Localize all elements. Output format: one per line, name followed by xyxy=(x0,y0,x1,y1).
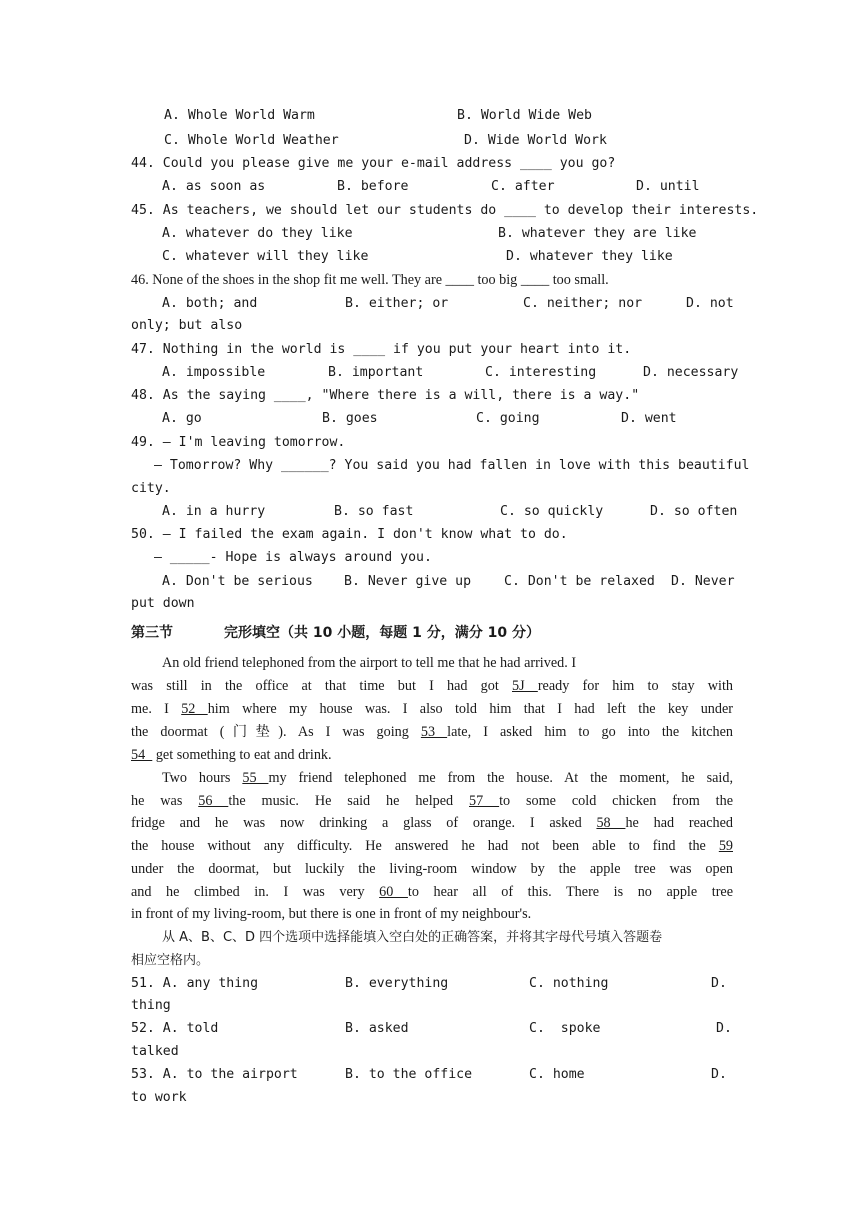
q48-stem: 48. As the saying ____, "Where there is a will, there is a way." xyxy=(131,388,640,403)
q45-option-d: D. whatever they like xyxy=(506,249,673,264)
q46-option-d-continued: only; but also xyxy=(131,318,243,333)
q44-option-a: A. as soon as xyxy=(162,179,266,194)
q53-option-b: B. to the office xyxy=(345,1067,473,1082)
blank-54: 54 xyxy=(131,747,153,763)
q50-option-d-continued: put down xyxy=(131,596,195,611)
q51-option-a: 51. A. any thing xyxy=(131,976,259,991)
q45-stem: 45. As teachers, we should let our students do ____ to develop their interests. xyxy=(131,203,759,218)
q51-option-d: D. xyxy=(711,976,727,991)
q49-stem-line1: 49. — I'm leaving tomorrow. xyxy=(131,435,346,450)
q53-option-a: 53. A. to the airport xyxy=(131,1067,298,1082)
q43-option-b: B. World Wide Web xyxy=(457,108,592,123)
q44-option-b: B. before xyxy=(337,179,409,194)
section-heading xyxy=(131,623,540,643)
q49-option-a: A. in a hurry xyxy=(162,504,266,519)
q50-option-a: A. Don't be serious xyxy=(162,574,313,589)
q52-option-d: D. xyxy=(716,1021,732,1036)
q53-option-d-continued: to work xyxy=(131,1090,187,1105)
blank-58: 58 xyxy=(596,815,626,831)
passage-p1-line3: me. I 52 him where my house was. I also told him that I had left the key under xyxy=(131,701,733,717)
q46-stem: 46. None of the shoes in the shop fit me well. They are ____ too big ____ too small. xyxy=(131,272,609,288)
passage-p1-line4: the doormat (门垫). As I was going 53 late, I asked him to go into the kitchen xyxy=(131,724,733,740)
q49-stem-line3: city. xyxy=(131,481,171,496)
q48-option-b: B. goes xyxy=(322,411,378,426)
q46-option-a: A. both; and xyxy=(162,296,258,311)
q47-option-d: D. necessary xyxy=(643,365,739,380)
q46-option-d: D. not xyxy=(686,296,734,311)
q46-option-c: C. neither; nor xyxy=(523,296,643,311)
passage-p1-line1: An old friend telephoned from the airport to tell me that he had arrived. I xyxy=(162,655,577,671)
q53-option-c: C. home xyxy=(529,1067,585,1082)
blank-51: 5J xyxy=(512,678,538,694)
passage-p1-line2: was still in the office at that time but I had got 5J ready for him to stay with xyxy=(131,678,733,694)
q44-option-c: C. after xyxy=(491,179,555,194)
blank-60: 60 xyxy=(379,884,408,900)
q48-option-c: C. going xyxy=(476,411,540,426)
q47-option-c: C. interesting xyxy=(485,365,597,380)
q49-option-c: C. so quickly xyxy=(500,504,604,519)
q48-option-a: A. go xyxy=(162,411,202,426)
blank-53: 53 xyxy=(420,724,448,740)
q50-option-c: C. Don't be relaxed xyxy=(504,574,655,589)
q43-option-d: D. Wide World Work xyxy=(464,133,607,148)
q46-option-b: B. either; or xyxy=(345,296,449,311)
q51-option-d-continued: thing xyxy=(131,998,171,1013)
q47-option-a: A. impossible xyxy=(162,365,266,380)
q50-stem-line2: — _____- Hope is always around you. xyxy=(154,550,432,565)
q49-option-b: B. so fast xyxy=(334,504,414,519)
q45-option-c: C. whatever will they like xyxy=(162,249,369,264)
passage-p2-line1: Two hours 55 my friend telephoned me from the house. At the moment, he said, xyxy=(162,770,734,786)
passage-p1-line5: 54 get something to eat and drink. xyxy=(131,747,332,763)
instructions-line2: 相应空格内。 xyxy=(131,953,210,968)
q50-option-b: B. Never give up xyxy=(344,574,472,589)
q45-option-a: A. whatever do they like xyxy=(162,226,353,241)
blank-55: 55 xyxy=(242,770,269,786)
section-title: 完形填空（共 10 小题，每题 1 分，满分 10 分） xyxy=(224,625,540,641)
q43-option-c: C. Whole World Weather xyxy=(164,133,339,148)
q53-option-d: D. xyxy=(711,1067,727,1082)
q44-stem: 44. Could you please give me your e-mail address ____ you go? xyxy=(131,156,616,171)
passage-p2-line4: the house without any difficulty. He answered he had not been able to find the 59 xyxy=(131,838,733,854)
q50-stem-line1: 50. — I failed the exam again. I don't know what to do. xyxy=(131,527,568,542)
passage-p2-line3: fridge and he was now drinking a glass of orange. I asked 58 he had reached xyxy=(131,815,733,831)
q47-stem: 47. Nothing in the world is ____ if you put your heart into it. xyxy=(131,342,632,357)
passage-p2-line5: under the doormat, but luckily the living-room window by the apple tree was open xyxy=(131,861,733,877)
q52-option-a: 52. A. told xyxy=(131,1021,219,1036)
q51-option-b: B. everything xyxy=(345,976,449,991)
q49-stem-line2: — Tomorrow? Why ______? You said you had fallen in love with this beautiful xyxy=(154,458,750,473)
q52-option-b: B. asked xyxy=(345,1021,409,1036)
passage-p2-line7: in front of my living-room, but there is one in front of my neighbour's. xyxy=(131,906,532,922)
q48-option-d: D. went xyxy=(621,411,677,426)
q50-option-d: D. Never xyxy=(671,574,735,589)
q49-option-d: D. so often xyxy=(650,504,738,519)
section-label: 第三节 xyxy=(131,625,173,641)
q51-option-c: C. nothing xyxy=(529,976,609,991)
q52-option-c: C. spoke xyxy=(529,1021,601,1036)
q47-option-b: B. important xyxy=(328,365,424,380)
instructions-line1: 从 A、B、C、D 四个选项中选择能填入空白处的正确答案，并将其字母代号填入答题卷 xyxy=(162,930,663,945)
q44-option-d: D. until xyxy=(636,179,700,194)
blank-59: 59 xyxy=(718,838,733,854)
passage-p2-line2: he was 56 the music. He said he helped 57 to some cold chicken from the xyxy=(131,793,733,809)
passage-p2-line6: and he climbed in. I was very 60 to hear all of this. There is no apple tree xyxy=(131,884,734,900)
blank-56: 56 xyxy=(198,793,229,809)
blank-57: 57 xyxy=(469,793,500,809)
q43-option-a: A. Whole World Warm xyxy=(164,108,315,123)
q52-option-d-continued: talked xyxy=(131,1044,179,1059)
q45-option-b: B. whatever they are like xyxy=(498,226,697,241)
blank-52: 52 xyxy=(181,701,208,717)
